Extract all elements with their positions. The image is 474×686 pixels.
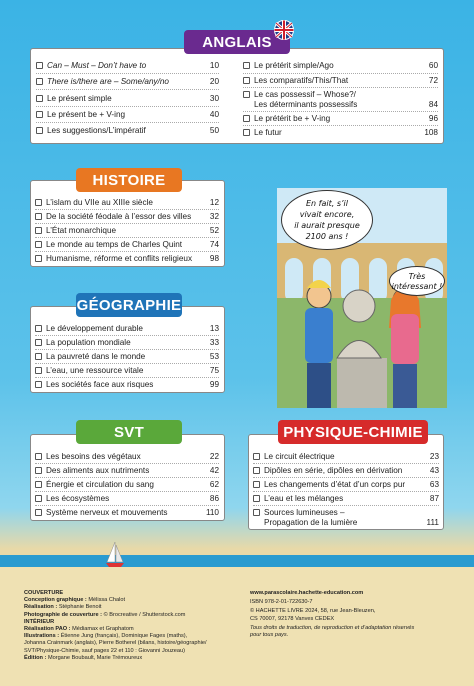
anglais-item-8-line2: Les déterminants possessifs 84 [254, 100, 438, 109]
geographie-title: GÉOGRAPHIE [76, 293, 182, 317]
svt-item-3[interactable]: Énergie et circulation du sang 62 [35, 480, 219, 489]
credits-right: www.parascolaire.hachette-education.com ISBN 978-2-01-722630-7 © HACHETTE LIVRE 2024, 58, rue Jean-Bleuzen, CS 70007, 92178 Vanves CEDEX Tous droits de traduction, de reproduction et d’adaptation réservés pour tous pays. [250, 590, 415, 639]
checkbox[interactable] [243, 77, 250, 84]
geographie-item-2[interactable]: La population mondiale 33 [35, 338, 219, 347]
sailboat-icon [104, 540, 126, 570]
checkbox[interactable] [253, 467, 260, 474]
checkbox[interactable] [36, 127, 43, 134]
checkbox[interactable] [36, 111, 43, 118]
checkbox[interactable] [36, 78, 43, 85]
svt-item-1[interactable]: Les besoins des végétaux 22 [35, 452, 219, 461]
checkbox[interactable] [35, 241, 42, 248]
histoire-item-1[interactable]: L’islam du VIIe au XIIIe siècle 12 [35, 198, 219, 207]
checkbox[interactable] [243, 115, 250, 122]
checkbox[interactable] [35, 367, 42, 374]
physique-item-2[interactable]: Dipôles en série, dipôles en dérivation 43 [253, 466, 439, 475]
anglais-item-5[interactable]: Les suggestions/L’impératif 50 [36, 126, 219, 135]
geographie-item-4[interactable]: L’eau, une ressource vitale 75 [35, 366, 219, 375]
checkbox[interactable] [35, 325, 42, 332]
geographie-item-3[interactable]: La pauvreté dans le monde 53 [35, 352, 219, 361]
checkbox[interactable] [35, 339, 42, 346]
checkbox[interactable] [35, 199, 42, 206]
anglais-item-4[interactable]: Le présent be + V-ing 40 [36, 110, 219, 119]
anglais-box [30, 48, 444, 144]
histoire-item-2[interactable]: De la société féodale à l’essor des villes 32 [35, 212, 219, 221]
checkbox[interactable] [35, 227, 42, 234]
anglais-item-2[interactable]: There is/there are – Some/any/no 20 [36, 77, 219, 86]
physique-item-1[interactable]: Le circuit électrique 23 [253, 452, 439, 461]
checkbox[interactable] [253, 481, 260, 488]
physique-box [248, 434, 444, 530]
physique-item-3[interactable]: Les changements d’état d’un corps pur 63 [253, 480, 439, 489]
checkbox[interactable] [243, 62, 250, 69]
checkbox[interactable] [253, 509, 260, 516]
checkbox[interactable] [35, 381, 42, 388]
physique-item-5-line2: Propagation de la lumière 111 [264, 518, 439, 527]
checkbox[interactable] [253, 495, 260, 502]
checkbox[interactable] [35, 213, 42, 220]
geographie-item-5[interactable]: Les sociétés face aux risques 99 [35, 380, 219, 389]
checkbox[interactable] [35, 509, 42, 516]
anglais-title: ANGLAIS [184, 30, 290, 54]
checkbox[interactable] [35, 353, 42, 360]
geographie-item-1[interactable]: Le développement durable 13 [35, 324, 219, 333]
geographie-box [30, 306, 225, 393]
anglais-item-9[interactable]: Le prétérit be + V-ing 96 [243, 114, 438, 123]
sea-band [0, 555, 474, 567]
checkbox[interactable] [243, 129, 250, 136]
checkbox[interactable] [35, 453, 42, 460]
cartoon-illustration [277, 188, 447, 408]
histoire-item-3[interactable]: L’État monarchique 52 [35, 226, 219, 235]
histoire-item-5[interactable]: Humanisme, réforme et conflits religieux 98 [35, 254, 219, 263]
anglais-item-7[interactable]: Les comparatifs/This/That 72 [243, 76, 438, 85]
anglais-item-3[interactable]: Le présent simple 30 [36, 94, 219, 103]
histoire-box [30, 180, 225, 267]
anglais-item-1[interactable]: Can – Must – Don’t have to 10 [36, 61, 219, 70]
anglais-item-10[interactable]: Le futur 108 [243, 128, 438, 137]
checkbox[interactable] [36, 95, 43, 102]
anglais-item-6[interactable]: Le prétérit simple/Ago 60 [243, 61, 438, 70]
uk-flag-icon [271, 20, 297, 40]
svt-item-4[interactable]: Les écosystèmes 86 [35, 494, 219, 503]
physique-title: PHYSIQUE-CHIMIE [278, 420, 428, 444]
histoire-item-4[interactable]: Le monde au temps de Charles Quint 74 [35, 240, 219, 249]
svt-title: SVT [76, 420, 182, 444]
svt-item-5[interactable]: Système nerveux et mouvements 110 [35, 508, 219, 517]
svt-box [30, 434, 225, 521]
checkbox[interactable] [35, 255, 42, 262]
speech-bubble-1: En fait, s’il vivait encore, il aurait presque 2100 ans ! [281, 190, 373, 250]
anglais-item-8[interactable]: Le cas possessif – Whose?/ [243, 90, 438, 99]
credits-left: COUVERTURE Conception graphique : Mélissa Chalot Réalisation : Stéphanie Benoit Photographie de couverture : © Brocreative / Shutterstock.com INTÉRIEUR Réalisation PAO : Médiamax et Graphatom Illustrations : Étienne Jung (français), Dominique Fages (maths), Johanna Crainmark (anglais), Pierre Botherel (bilans, histoire/géographie/ SVT/Physique-Chimie, sauf pages 22 et 110 : Giovanni Jouzeau) Édition : Morgane Boubault, Marie Trémoureux [24, 590, 207, 661]
svt-item-2[interactable]: Des aliments aux nutriments 42 [35, 466, 219, 475]
checkbox[interactable] [243, 91, 250, 98]
checkbox[interactable] [35, 467, 42, 474]
speech-bubble-2: Très intéressant ! [389, 266, 445, 296]
checkbox[interactable] [35, 495, 42, 502]
checkbox[interactable] [36, 62, 43, 69]
checkbox[interactable] [35, 481, 42, 488]
physique-item-4[interactable]: L’eau et les mélanges 87 [253, 494, 439, 503]
physique-item-5[interactable]: Sources lumineuses – [253, 508, 439, 517]
checkbox[interactable] [253, 453, 260, 460]
histoire-title: HISTOIRE [76, 168, 182, 192]
